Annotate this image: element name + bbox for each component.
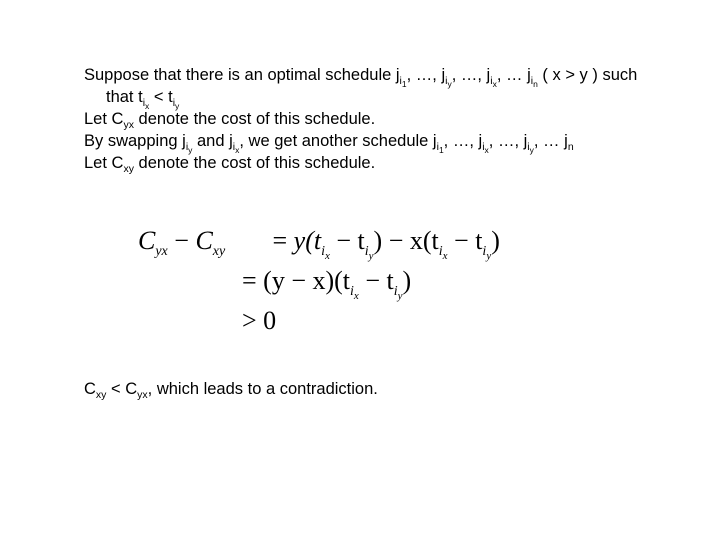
cost-difference-equation (138, 222, 500, 342)
slide-body (84, 64, 694, 174)
text-line-2: that $t_{i_x} < t_{i_y}$ (106, 88, 180, 111)
conclusion-line: $C_{xy} < C_{yx}$, which leads to a contradiction. (84, 380, 378, 401)
equation-line-3: > 0 (242, 306, 277, 335)
equation-line-1: $C_{yx} - C_{xy} = y(t_{i_x} - t_{i_y}) - x(t_{i_x} - t_{i_y})$ (138, 226, 500, 262)
text-line-1: Suppose that there is an optimal schedule $j_{i_1}$, …, $j_{i_y}$, …, $j_{i_x}$, … $j_{i_n}$ ( x > y ) such (84, 66, 638, 89)
text-line-5: Let $C_{xy}$ denote the cost of this schedule. (84, 154, 376, 175)
equation-line-2: = $(y - x)(t_{i_x} - t_{i_y})$ (242, 266, 412, 302)
text-line-3: Let $C_{yx}$ denote the cost of this schedule. (84, 110, 376, 131)
text-line-4: By swapping $j_{i_y}$ and $j_{i_x}$, we get another schedule $j_{i_1}$, …, $j_{i_x}$, …, $j_{i_y}$, … $j_n$ (84, 132, 574, 155)
